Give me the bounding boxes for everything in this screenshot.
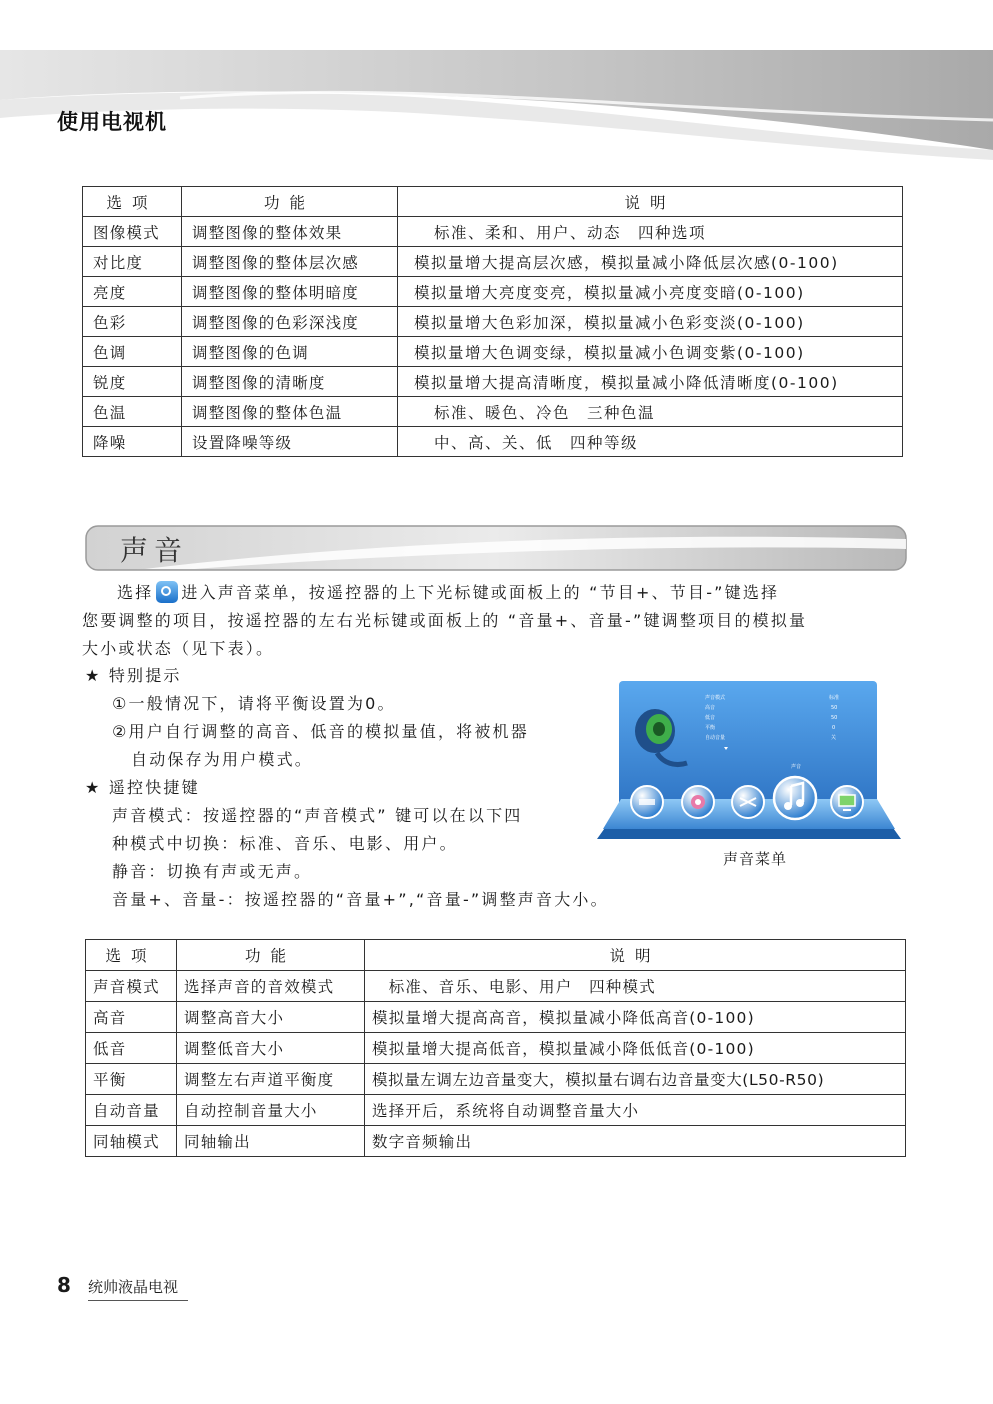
active-tab-label: 声音	[791, 764, 802, 770]
table-row	[83, 427, 903, 457]
option-cell: 高音	[86, 1002, 177, 1033]
table-row	[83, 307, 903, 337]
intro-line-1	[117, 579, 779, 607]
option-cell: 同轴模式	[86, 1126, 177, 1157]
function-cell: 调整图像的清晰度	[182, 367, 398, 397]
header-cell: 功能	[177, 940, 365, 971]
header-cell: 说明	[365, 940, 906, 971]
function-cell: 调整图像的整体效果	[182, 217, 398, 247]
function-cell: 同轴输出	[177, 1126, 365, 1157]
description-cell: 模拟量增大提高低音，模拟量减小降低低音(0-100)	[365, 1033, 906, 1064]
function-cell: 选择声音的音效模式	[177, 971, 365, 1002]
menu-value: 50	[831, 705, 838, 711]
option-cell: 对比度	[83, 247, 182, 277]
function-cell: 调整低音大小	[177, 1033, 365, 1064]
intro-line-2: 您要调整的项目，按遥控器的左右光标键或面板上的 “音量+、音量-”键调整项目的模拟量	[82, 611, 808, 630]
description-cell: 中、高、关、低 四种等级	[398, 427, 903, 457]
table-row	[86, 1126, 906, 1157]
function-cell: 调整图像的色彩深浅度	[182, 307, 398, 337]
menu-value: 标准	[829, 695, 840, 701]
function-cell: 调整图像的整体层次感	[182, 247, 398, 277]
description-cell: 模拟量增大色调变绿，模拟量减小色调变紫(0-100)	[398, 337, 903, 367]
tip-1: ①一般情况下，请将平衡设置为0。	[112, 694, 396, 713]
option-cell: 锐度	[83, 367, 182, 397]
screenshot-caption: 声音菜单	[723, 850, 788, 868]
description-cell: 选择开后，系统将自动调整音量大小	[365, 1095, 906, 1126]
menu-item: 自动音量	[705, 735, 726, 741]
menu-item: 平衡	[705, 725, 716, 731]
option-cell: 声音模式	[86, 971, 177, 1002]
description-cell: 标准、柔和、用户、动态 四种选项	[398, 217, 903, 247]
header-cell: 选项	[83, 187, 182, 217]
tip-2a: ②用户自行调整的高音、低音的模拟量值，将被机器	[112, 722, 529, 741]
screen-tab-icon	[831, 786, 863, 818]
channel-tab-icon	[732, 786, 764, 818]
function-cell: 设置降噪等级	[182, 427, 398, 457]
table-row	[83, 367, 903, 397]
option-cell: 降噪	[83, 427, 182, 457]
function-cell: 调整图像的色调	[182, 337, 398, 367]
intro-line-3: 大小或状态（见下表）。	[82, 639, 275, 658]
description-cell: 模拟量增大提高清晰度，模拟量减小降低清晰度(0-100)	[398, 367, 903, 397]
table-header-row	[86, 940, 906, 971]
header-swoosh-band	[0, 0, 993, 160]
header-cell: 功能	[182, 187, 398, 217]
intro-text: 进入声音菜单，按遥控器的上下光标键或面板上的 “节目+、节目-”键选择	[181, 583, 780, 602]
table-row	[86, 1095, 906, 1126]
menu-item: 声音模式	[705, 695, 726, 701]
menu-item: 高音	[705, 705, 716, 711]
intro-prefix: 选择	[117, 583, 154, 602]
option-cell: 色彩	[83, 307, 182, 337]
table-row	[83, 217, 903, 247]
tip-2b: 自动保存为用户模式。	[131, 750, 314, 769]
option-cell: 亮度	[83, 277, 182, 307]
function-cell: 自动控制音量大小	[177, 1095, 365, 1126]
table-header-row	[83, 187, 903, 217]
sound-tab-icon	[774, 777, 816, 819]
function-cell: 调整高音大小	[177, 1002, 365, 1033]
menu-value: 50	[831, 715, 838, 721]
table-row	[86, 971, 906, 1002]
header-cell: 选项	[86, 940, 177, 971]
function-cell: 调整图像的整体明暗度	[182, 277, 398, 307]
header-cell: 说明	[398, 187, 903, 217]
description-cell: 标准、音乐、电影、用户 四种模式	[365, 971, 906, 1002]
brand-label: 统帅液晶电视	[88, 1276, 188, 1301]
remote-line-1b: 种模式中切换：标准、音乐、电影、用户。	[112, 834, 458, 853]
description-cell: 标准、暖色、冷色 三种色温	[398, 397, 903, 427]
table-row	[83, 277, 903, 307]
table-row	[83, 247, 903, 277]
description-cell: 模拟量左调左边音量变大，模拟量右调右边音量变大(L50-R50)	[365, 1064, 906, 1095]
description-cell: 模拟量增大色彩加深，模拟量减小色彩变淡(0-100)	[398, 307, 903, 337]
option-cell: 色调	[83, 337, 182, 367]
remote-line-3: 音量+、音量-：按遥控器的“音量+”,“音量-”调整声音大小。	[112, 890, 609, 909]
option-cell: 低音	[86, 1033, 177, 1064]
page-title: 使用电视机	[57, 110, 167, 134]
description-cell: 模拟量增大亮度变亮，模拟量减小亮度变暗(0-100)	[398, 277, 903, 307]
tip-heading: ★ 特别提示	[85, 666, 182, 685]
table-row	[86, 1002, 906, 1033]
function-cell: 调整图像的整体色温	[182, 397, 398, 427]
picture-settings-table	[82, 186, 903, 457]
page-number: 8	[57, 1273, 71, 1297]
description-cell: 模拟量增大提高高音，模拟量减小降低高音(0-100)	[365, 1002, 906, 1033]
sound-menu-icon	[156, 581, 178, 603]
option-cell: 色温	[83, 397, 182, 427]
description-cell: 模拟量增大提高层次感，模拟量减小降低层次感(0-100)	[398, 247, 903, 277]
sound-settings-table	[85, 939, 906, 1157]
table-row	[86, 1064, 906, 1095]
menu-item: 低音	[705, 715, 716, 721]
remote-heading: ★ 遥控快捷键	[85, 778, 200, 797]
menu-value: 关	[831, 735, 837, 741]
option-cell: 自动音量	[86, 1095, 177, 1126]
table-row	[83, 397, 903, 427]
function-cell: 调整左右声道平衡度	[177, 1064, 365, 1095]
remote-line-1a: 声音模式：按遥控器的“声音模式” 键可以在以下四	[112, 806, 523, 825]
option-cell: 平衡	[86, 1064, 177, 1095]
picture-tab-icon	[631, 786, 663, 818]
sound-menu-screenshot	[597, 681, 901, 839]
section-header-bar	[85, 525, 907, 571]
description-cell: 数字音频输出	[365, 1126, 906, 1157]
table-row	[86, 1033, 906, 1064]
remote-line-2: 静音：切换有声或无声。	[112, 862, 313, 881]
section-title: 声音	[120, 534, 189, 567]
menu-value: 0	[832, 725, 836, 731]
option-cell: 图像模式	[83, 217, 182, 247]
table-row	[83, 337, 903, 367]
settings-tab-icon	[682, 786, 714, 818]
